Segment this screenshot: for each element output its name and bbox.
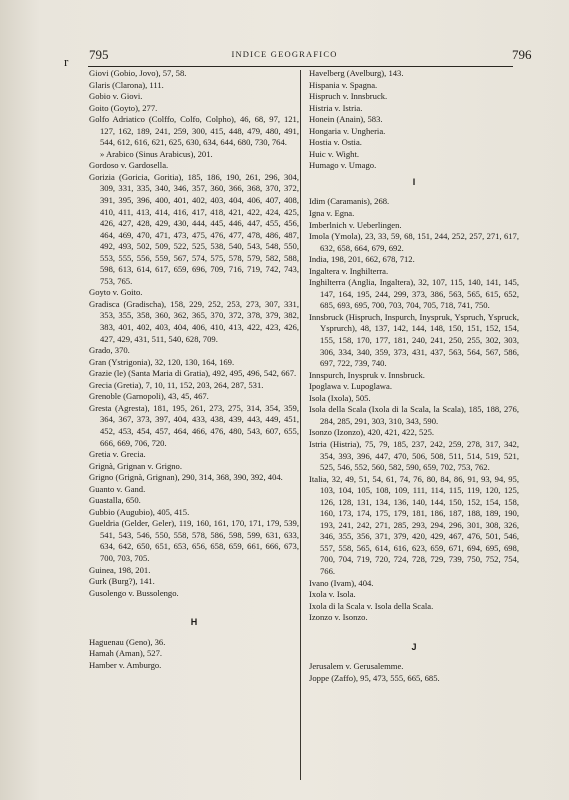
index-entry: Gradisca (Gradischa), 158, 229, 252, 253, 273, 307, 331, 353, 355, 358, 360, 362, 365, 370, 372, 378, 379, 382, 383, 401, 402, 403, 404, 406, 410, 413, 422, 423, 426, 427, 429, 431, 511, 540, 628, 709. (89, 298, 299, 344)
index-entry: Grado, 370. (89, 345, 130, 356)
index-entry: Golfo Adriatico (Colffo, Colfo, Colpho), 46, 68, 97, 121, 127, 162, 189, 241, 259, 300, 415, 448, 479, 480, 491, 544, 612, 616, 621, 625, 630, 634, 644, 680, 730, 764. (89, 114, 299, 148)
index-entry: Imberlnich v. Ueberlingen. (309, 219, 402, 230)
index-entry: Guastalla, 650. (89, 495, 141, 506)
index-entry: Gretia v. Grecia. (89, 449, 146, 460)
index-entry: Gueldria (Gelder, Geler), 119, 160, 161, 170, 171, 179, 539, 541, 543, 546, 550, 558, 578, 586, 598, 599, 631, 633, 634, 642, 650, 651, 653, 656, 658, 659, 661, 666, 673, 700, 703, 705. (89, 518, 299, 563)
index-entry: Gran (Ystrigonia), 32, 120, 130, 164, 169. (89, 356, 235, 367)
index-entry: Ingaltera v. Inghilterra. (309, 265, 389, 276)
index-entry: Gurk (Burg?), 141. (89, 576, 155, 587)
page-number-right: 796 (512, 47, 532, 62)
index-entry: Istria (Histria), 75, 79, 185, 237, 242, 259, 278, 317, 342, 354, 393, 396, 447, 470, 506, 508, 511, 514, 519, 521, 525, 546, 552, 560, 582, 590, 659, 702, 753, 762. (309, 438, 519, 473)
index-entry: Goyto v. Goito. (89, 287, 143, 298)
section-spacer (89, 599, 299, 612)
index-entry: Hongaria v. Ungheria. (309, 125, 386, 136)
index-entry: Gresta (Agresta), 181, 195, 261, 273, 275, 314, 354, 359, 364, 367, 373, 397, 404, 433, 438, 439, 443, 449, 451, 452, 453, 454, 457, 464, 466, 476, 480, 543, 607, 655, 666, 669, 706, 720. (89, 402, 299, 448)
index-entry: Grignà, Grignan v. Grigno. (89, 460, 182, 471)
index-entry: Grazie (le) (Santa Maria di Gratia), 492, 495, 496, 542, 667. (89, 368, 297, 379)
index-entry: Innspurch, Inyspruk v. Innsbruck. (309, 369, 425, 380)
index-entry: Innsbruck (Hispruch, Inspurch, Inyspruk, Yspruch, Yspruck, Ysprurch), 48, 137, 142, 144, 148, 150, 151, 152, 154, 155, 158, 170, 177, 181, 240, 241, 250, 255, 302, 303, 306, 334, 340, 359, 373, 431, 437, 563, 564, 567, 586, 697, 722, 739, 740. (309, 311, 519, 369)
index-entry: Isola della Scala (Ixola di la Scala, la Scala), 185, 188, 276, 284, 285, 291, 303, 310, 343, 590. (309, 404, 519, 426)
index-entry: Guinea, 198, 201. (89, 564, 151, 575)
page-header (0, 47, 569, 67)
section-letter: I (412, 176, 416, 187)
index-entry: Gordoso v. Gardosella. (89, 160, 169, 171)
section-letter: J (411, 641, 417, 652)
index-entry: Joppe (Zaffo), 95, 473, 555, 665, 685. (309, 672, 440, 683)
index-entry: » Arabico (Sinus Arabicus), 201. (100, 148, 213, 159)
index-column-left (89, 68, 299, 671)
index-entry: Gorizia (Goricia, Goritia), 185, 186, 190, 261, 296, 304, 309, 331, 335, 340, 346, 357, 360, 366, 368, 370, 372, 391, 395, 396, 400, 401, 402, 403, 404, 406, 407, 408, 410, 411, 413, 414, 416, 417, 418, 421, 422, 424, 425, 426, 427, 428, 429, 430, 444, 445, 446, 447, 455, 456, 464, 469, 470, 471, 473, 475, 476, 477, 478, 486, 487, 492, 493, 502, 509, 522, 525, 538, 540, 543, 548, 550, 553, 555, 556, 559, 567, 574, 575, 578, 579, 582, 588, 598, 613, 614, 617, 659, 696, 709, 716, 719, 742, 743, 753, 765. (89, 171, 299, 286)
index-entry: Grecia (Gretia), 7, 10, 11, 152, 203, 264, 287, 531. (89, 379, 264, 390)
index-entry: Haguenau (Geno), 36. (89, 636, 166, 647)
index-entry: Isola (Ixola), 505. (309, 392, 371, 403)
index-entry: Hamah (Aman), 527. (89, 648, 163, 659)
index-entry: Inghilterra (Anglia, Ingaltera), 32, 107, 115, 140, 141, 145, 147, 164, 195, 244, 299, 373, 386, 563, 565, 615, 652, 685, 693, 695, 700, 703, 704, 705, 718, 741, 750. (309, 277, 519, 311)
index-entry: Ivano (Ivam), 404. (309, 577, 374, 588)
index-entry: India, 198, 201, 662, 678, 712. (309, 254, 415, 265)
index-column-right (309, 68, 519, 684)
index-entry: Izonzo v. Isonzo. (309, 612, 368, 623)
index-entry: Grenoble (Garnopoli), 43, 45, 467. (89, 391, 209, 402)
index-entry: Gobio v. Giovi. (89, 91, 143, 102)
index-entry: Honein (Anain), 583. (309, 114, 383, 125)
index-entry: Histria v. Istria. (309, 102, 363, 113)
index-entry: Imola (Ymola), 23, 33, 59, 68, 151, 244, 252, 257, 271, 617, 632, 658, 664, 679, 692. (309, 231, 519, 253)
index-entry: Jerusalem v. Gerusalemme. (309, 661, 404, 672)
index-entry: Ixola v. Isola. (309, 589, 356, 600)
index-entry: Glaris (Clarona), 111. (89, 79, 164, 90)
index-entry: Hispania v. Spagna. (309, 79, 378, 90)
header-rule (88, 66, 513, 67)
section-letter: H (190, 617, 198, 628)
index-entry: Humago v. Umago. (309, 160, 377, 171)
index-entry: Grigno (Grignà, Grignan), 290, 314, 368, 390, 392, 404. (89, 472, 283, 483)
section-spacer (309, 624, 519, 637)
index-entry: Guanto v. Gand. (89, 483, 146, 494)
page-number-left: 795 (89, 47, 109, 62)
index-entry: Havelberg (Avelburg), 143. (309, 68, 404, 78)
index-entry: Gusolengo v. Bussolengo. (89, 587, 179, 598)
index-entry: Giovi (Gobio, Jovo), 57, 58. (89, 68, 187, 78)
index-entry: Igna v. Egna. (309, 208, 355, 219)
column-divider (300, 70, 301, 780)
index-entry: Italia, 32, 49, 51, 54, 61, 74, 76, 80, 84, 86, 91, 93, 94, 95, 103, 104, 105, 108, 109, 111, 114, 115, 119, 120, 125, 126, 128, 131, 134, 136, 140, 144, 150, 152, 154, 158, 160, 173, 174, 175, 179, 181, 186, 187, 188, 189, 190, 193, 241, 242, 271, 285, 293, 294, 296, 301, 308, 326, 346, 355, 356, 371, 379, 420, 429, 467, 476, 501, 546, 557, 558, 565, 614, 616, 623, 659, 671, 694, 695, 698, 700, 704, 719, 720, 724, 728, 729, 739, 750, 752, 754, 766. (309, 473, 519, 576)
index-entry: Hamber v. Amburgo. (89, 659, 162, 670)
margin-mark: r (64, 54, 69, 69)
index-entry: Ixola di la Scala v. Isola della Scala. (309, 600, 434, 611)
running-title: INDICE GEOGRAFICO (231, 49, 338, 59)
index-entry: Goito (Goyto), 277. (89, 102, 158, 113)
index-entry: Isonzo (Izonzo), 420, 421, 422, 525. (309, 427, 435, 438)
index-entry: Gubbio (Augubio), 405, 415. (89, 506, 190, 517)
index-entry: Hostia v. Ostia. (309, 137, 362, 148)
index-entry: Hispruch v. Innsbruck. (309, 91, 388, 102)
index-entry: Huic v. Wight. (309, 148, 360, 159)
index-entry: Idim (Caramanis), 268. (309, 196, 390, 207)
index-entry: Ipoglawa v. Lupoglawa. (309, 381, 392, 392)
